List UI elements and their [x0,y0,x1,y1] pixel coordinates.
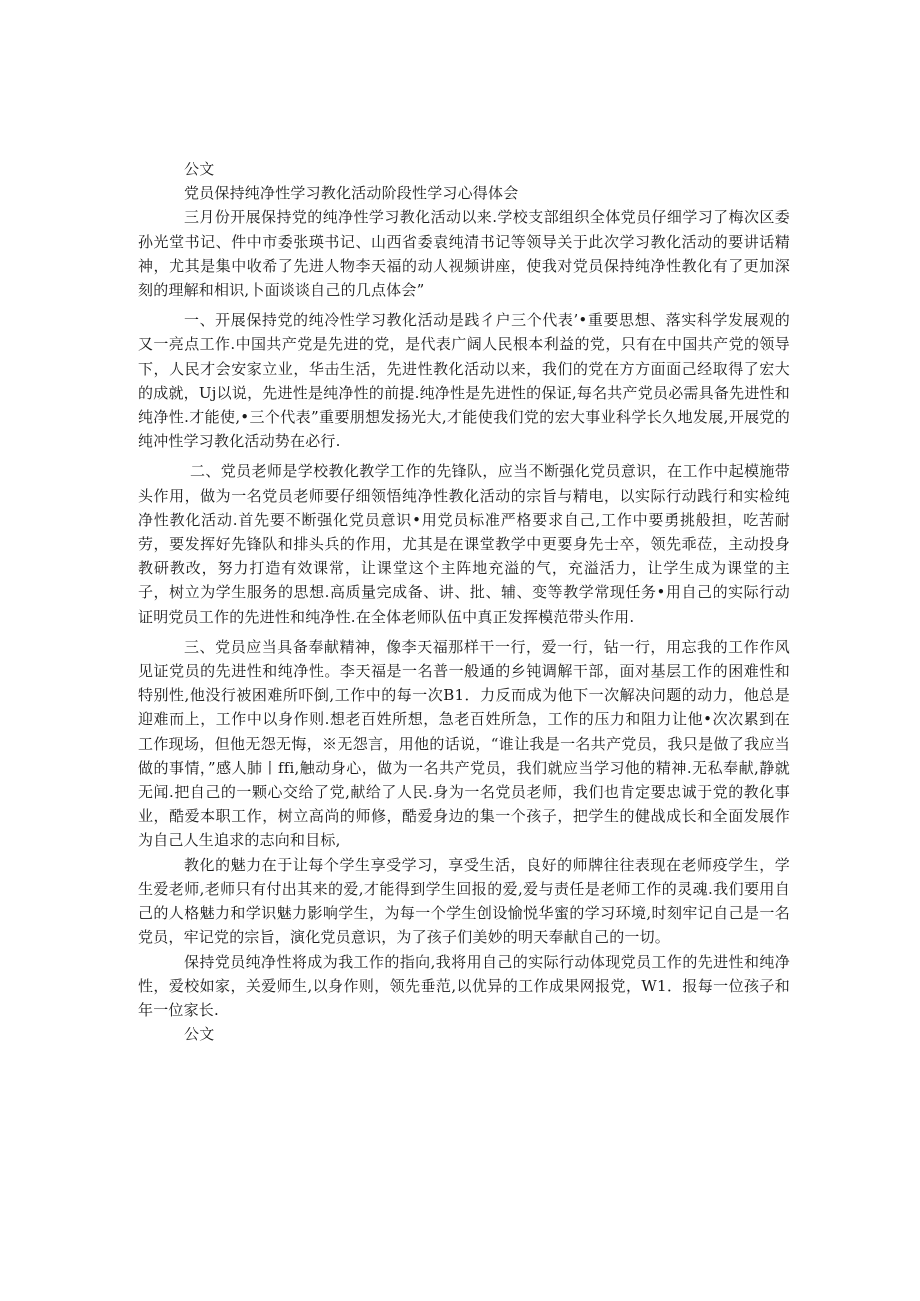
footer-label: 公文 [184,1025,215,1044]
document-body [138,157,790,1046]
paragraph-point-two: 二、党员老师是学校教化教学工作的先锋队，应当不断强化党员意识，在工作中起模施带头作用，做为一名党员老师要仔细领悟纯净性教化活动的宗旨与精电，以实际行动践行和实检纯净性教化活动.首先要不断强化党员意识•用党员标准严格要求自己,工作中要勇挑般担，吃苦耐劳，要发挥好先锋队和排头兵的作用，尤其是在课堂教学中更要身先士卒，领先乖莅，主动投身教研教改，努力打造有效课常，让课堂这个主阵地充溢的气，充溢活力，让学生成为课堂的主子，树立为学生服务的思想.高质量完成备、讲、批、辅、变等教学常现任务•用自己的实际行动证明党员工作的先进性和纯净性.在全体老师队伍中真正发挥模范带头作用. [138,462,790,626]
paragraph-education: 教化的魅力在于让每个学生享受学习，享受生活，良好的师牌往往表现在老师疫学生，学生爱老师,老师只有付出其来的爱,才能得到学生回报的爱,爱与责任是老师工作的灵魂.我们要用自己的人格魅力和学识魅力影响学生，为每一个学生创设愉悦华蜜的学习环境,时刻牢记自己是一名党员，牢记党的宗旨，演化党员意识，为了孩子们美妙的明天奉献自己的一切。 [138,855,790,947]
paragraph-point-three: 三、党员应当具备奉献精神，像李天福那样干一行，爱一行，钻一行，用忘我的工作作风见证党员的先进性和纯净性。李天福是一名普一般通的乡钝调解干部，面对基层工作的困难性和特别性,他没行被困难所吓倒,工作中的每一次B1．力反而成为他下一次解决问题的动力，他总是迎难而上，工作中以身作则.想老百姓所想，急老百姓所急，工作的压力和阻力让他•次次累到在工作现场，但他无怨无悔，※无怨言，用他的话说，“谁让我是一名共产党员，我只是做了我应当做的事情，”感人肺丨ffi,触动身心，做为一名共产党员，我们就应当学习他的精神.无私奉献,静就无闻.把自己的一颗心交给了党,献给了人民.身为一名党员老师，我们也肯定要忠诚于党的教化事业，酷爱本职工作，树立高尚的师修，酷爱身边的集一个孩子，把学生的健战成长和全面发展作为自己人生追求的志向和目标, [138,637,790,850]
document-title: 党员保持纯净性学习教化活动阶段性学习心得体会 [184,184,519,203]
paragraph-point-one: 一、开展保持党的纯冷性学习教化活动是践彳户三个代表’•重要思想、落实科学发展观的又一亮点工作.中国共产党是先进的党，是代表广阔人民根本利益的党，只有在中国共产党的领导下，人民才会安家立业，华击生活，先进性教化活动以来，我们的党在方方面面己经取得了宏大的成就，Uj以说，先进性是纯净性的前提.纯净性是先进性的保证,每名共产党员必需具备先进性和纯净性.才能使,•三个代表”重要朋想发扬光大,才能使我们党的宏大事业科学长久地发展,开展党的纯冲性学习教化活动势在必行. [138,311,790,451]
header-label: 公文 [184,160,215,178]
paragraph-intro: 三月份开展保持党的纯净性学习教化活动以来.学校支部组织全体党员仔细学习了梅次区委孙光堂书记、件中市委张瑛书记、山西省委袁纯清书记等领导关于此次学习教化活动的要讲话精神，尤其是集中收希了先进人物李天福的动人视频讲座，使我对党员保持纯净性教化有了更加深刻的理解和相识,卜面谈谈自己的几点体会” [138,208,790,300]
paragraph-conclusion: 保持党员纯净性将成为我工作的指向,我将用自己的实际行动体现党员工作的先进性和纯净性，爱校如家，关爱师生,以身作则，领先垂范,以优异的工作成果网报党，W1．报每一位孩子和年一位家长. [138,952,790,1019]
